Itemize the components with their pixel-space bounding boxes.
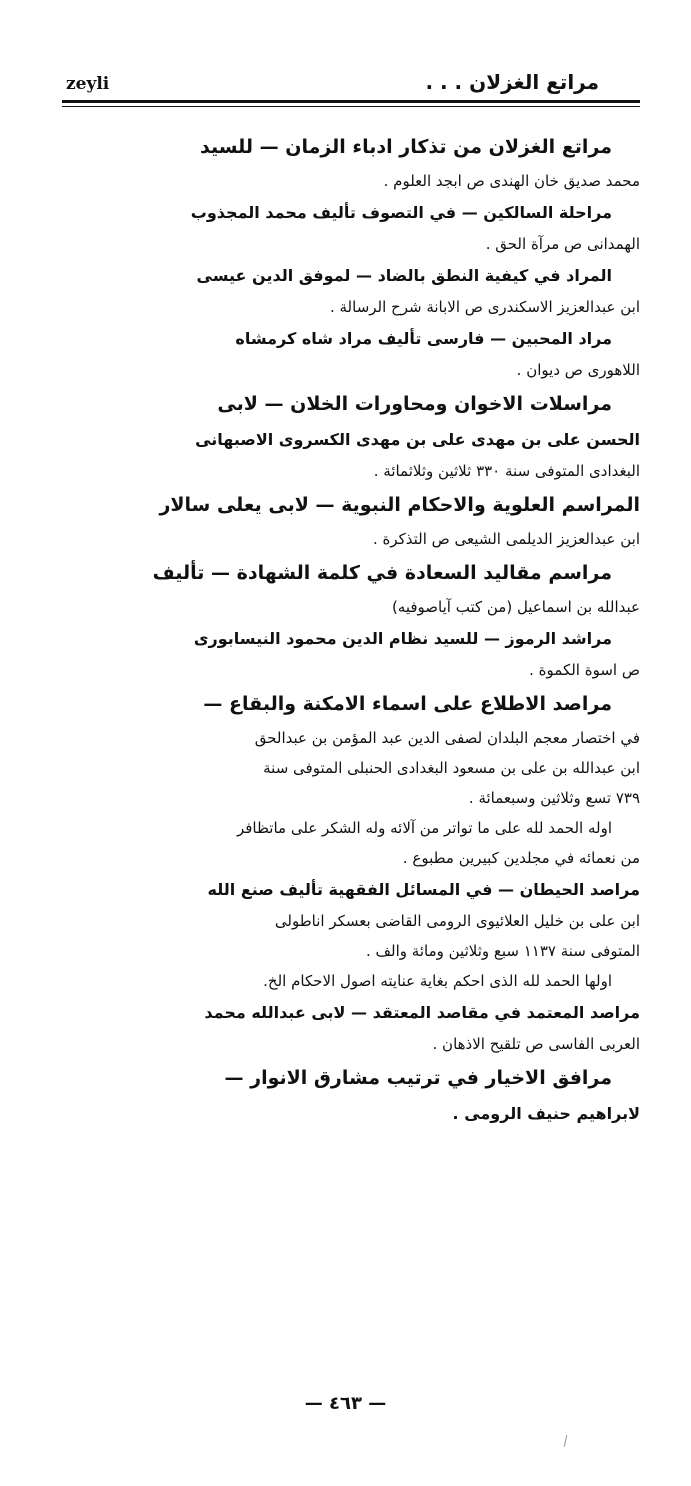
entry [84,873,640,996]
entry-line: من نعمائه في مجلدين كبيرين مطبوع . [402,849,640,867]
entry-line: العربى الفاسى ص تلقيح الاذهان . [432,1035,640,1053]
entry-title-line: مرافق الاخيار في ترتيب مشارق الانوار — [224,1067,612,1089]
entry [84,196,640,259]
entry-line: الحسن على بن مهدى على بن مهدى الكسروى الاصبهانى [195,430,640,449]
entry-title-line: مراصد الاطلاع على اسماء الامكنة والبقاع — [203,693,612,715]
entry-line: ابن عبدالله بن على بن مسعود البغدادى الحنبلى المتوفى سنة [263,759,640,777]
entry-title-line: مراسم مقاليد السعادة في كلمة الشهادة — تأليف [152,562,612,584]
entry-title-line: المراسم العلوية والاحكام النبوية — لابى يعلى سالار [159,494,640,516]
entry [84,1059,640,1130]
entry-line: ابن على بن خليل العلائيوى الرومى القاضى بعسكر اناطولى [274,912,640,930]
entry-title-line: المراد في كيفية النطق بالضاد — لموفق الدين عيسى [196,266,612,285]
entry-line: عبدالله بن اسماعيل (من كتب آياصوفيه) [391,598,640,616]
entry-title-line: مراحلة السالكين — في التصوف تأليف محمد المجذوب [190,203,612,222]
entry-title-line: مراصد المعتمد في مقاصد المعتقد — لابى عبدالله محمد [204,1003,640,1022]
entry-line: المتوفى سنة ١١٣٧ سبع وثلاثين ومائة والف . [365,942,640,960]
page-number: — ٤٦٣ — [304,1393,387,1414]
entry-line: في اختصار معجم البلدان لصفى الدين عبد المؤمن بن عبدالحق [254,729,640,747]
entry-line: ابن عبدالعزيز الاسكندرى ص الابانة شرح الرسالة . [329,298,640,316]
entry [84,996,640,1059]
entry-line: ٧٣٩ تسع وثلاثين وسبعمائة . [468,789,640,807]
header-rule-thin [62,106,640,107]
entry [84,128,640,196]
entry-line: الهمدانى ص مرآة الحق . [485,235,640,253]
entry-incipit-line: اوله الحمد لله على ما تواتر من آلائه وله الشكر على ماتظافر [236,819,612,837]
entry-title-line: مراشد الرموز — للسيد نظام الدين محمود النيسابورى [193,629,612,648]
stray-mark [564,1435,567,1447]
entry-title-line: مراتع الغزلان من تذكار ادباء الزمان — للسيد [200,136,612,158]
entry [84,685,640,873]
entry [84,385,640,486]
entry-title-line: مراسلات الاخوان ومحاورات الخلان — لابى [217,393,612,415]
entry-line: ابن عبدالعزيز الديلمى الشيعى ص التذكرة . [372,530,640,548]
entry-line: محمد صديق خان الهندى ص ابجد العلوم . [383,172,640,190]
header-rule [62,100,640,103]
entry [84,554,640,622]
running-header-left: zeyli [66,74,110,94]
entry [84,622,640,685]
entry [84,322,640,385]
entry-line: لابراهيم حنيف الرومى . [452,1104,640,1123]
entry [84,259,640,322]
entry-line: اللاهورى ص ديوان . [516,361,640,379]
entry-line: ص اسوة الكموة . [529,661,640,679]
entry-line: البغدادى المتوفى سنة ٣٣٠ ثلاثين وثلاثمائة . [373,462,640,480]
entry-incipit-line: اولها الحمد لله الذى احكم بغاية عنايته اصول الاحكام الخ. [263,972,612,990]
entries-column [84,128,640,1130]
running-header-right: مراتع الغزلان . . . [425,70,599,94]
entry-title-line: مراد المحبين — فارسى تأليف مراد شاه كرمشاه [235,329,612,348]
entry-title-line: مراصد الحيطان — في المسائل الفقهية تأليف صنع الله [207,880,640,899]
entry [84,486,640,554]
